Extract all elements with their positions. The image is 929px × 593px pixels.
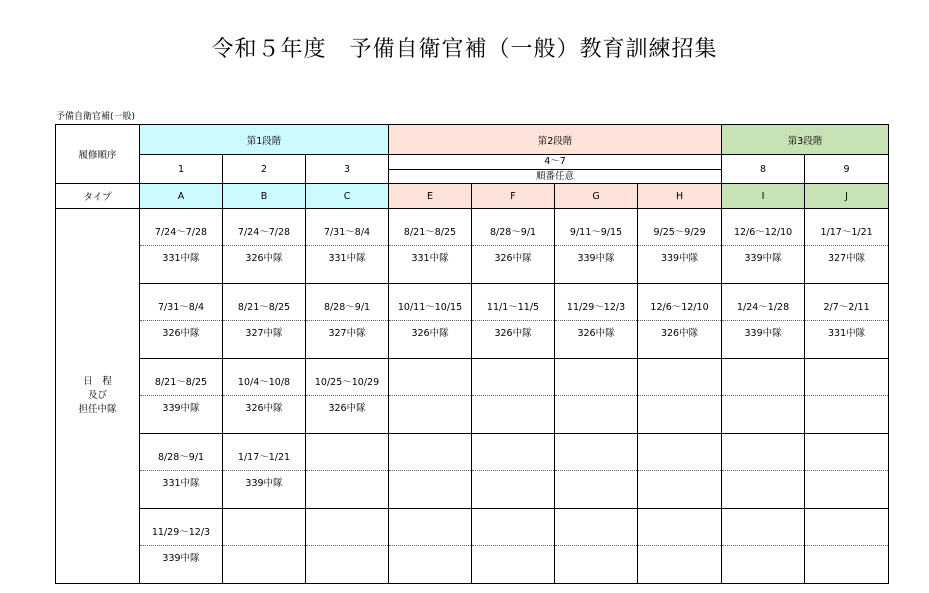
schedule-unit [306, 546, 388, 572]
schedule-unit: 339中隊 [744, 252, 782, 264]
schedule-unit [638, 396, 721, 422]
schedule-cell [722, 284, 805, 359]
schedule-unit [638, 546, 721, 572]
schedule-date: 2/7～2/11 [805, 296, 888, 321]
schedule-date: 9/25～9/29 [638, 221, 721, 246]
schedule-cell [805, 209, 889, 284]
schedule-unit: 326中隊 [494, 252, 532, 264]
schedule-cell [805, 509, 889, 584]
schedule-date [638, 371, 721, 396]
schedule-date: 7/31～8/4 [306, 221, 388, 246]
type-F: F [472, 184, 555, 209]
schedule-cell [805, 359, 889, 434]
type-B: B [223, 184, 306, 209]
schedule-cell [638, 509, 722, 584]
schedule-row [56, 434, 889, 509]
schedule-unit: 326中隊 [245, 252, 283, 264]
schedule-unit: 331中隊 [328, 252, 366, 264]
schedule-cell [140, 509, 223, 584]
schedule-unit: 326中隊 [162, 327, 200, 339]
schedule-date [389, 446, 471, 471]
schedule-cell [223, 284, 306, 359]
type-E: E [389, 184, 472, 209]
schedule-cell [472, 284, 555, 359]
schedule-unit [555, 546, 637, 572]
schedule-date: 10/25～10/29 [306, 371, 388, 396]
order-4-7-range: 4～7 [389, 155, 721, 170]
schedule-row [56, 509, 889, 584]
schedule-date [555, 521, 637, 546]
schedule-unit [722, 396, 804, 422]
schedule-unit: 326中隊 [411, 327, 449, 339]
schedule-cell [140, 359, 223, 434]
schedule-unit [722, 471, 804, 497]
type-H: H [638, 184, 722, 209]
schedule-date [389, 371, 471, 396]
schedule-cell [389, 359, 472, 434]
order-9: 9 [805, 155, 889, 184]
schedule-date [805, 521, 888, 546]
schedule-cell [223, 209, 306, 284]
type-A: A [140, 184, 223, 209]
schedule-date: 1/17～1/21 [223, 446, 305, 471]
schedule-date [389, 521, 471, 546]
schedule-date: 11/1～11/5 [472, 296, 554, 321]
stage-3-header: 第3段階 [722, 125, 889, 155]
schedule-unit: 339中隊 [245, 477, 283, 489]
schedule-unit [472, 396, 554, 422]
schedule-unit: 331中隊 [828, 327, 866, 339]
schedule-date [638, 446, 721, 471]
schedule-unit: 327中隊 [245, 327, 283, 339]
stage-2-header: 第2段階 [389, 125, 722, 155]
schedule-cell [805, 434, 889, 509]
schedule-cell [722, 434, 805, 509]
schedule-date [722, 371, 804, 396]
stage-row [56, 125, 889, 155]
schedule-unit [805, 546, 888, 572]
schedule-row-header-line: 及び [87, 390, 107, 401]
schedule-unit: 339中隊 [162, 552, 200, 564]
schedule-date: 7/31～8/4 [140, 296, 222, 321]
schedule-row-header-line: 担任中隊 [78, 404, 117, 415]
schedule-cell [555, 509, 638, 584]
type-J: J [805, 184, 889, 209]
schedule-unit: 327中隊 [328, 327, 366, 339]
schedule-cell [555, 284, 638, 359]
type-G: G [555, 184, 638, 209]
schedule-unit: 331中隊 [162, 252, 200, 264]
page-title: 令和５年度 予備自衛官補（一般）教育訓練招集 [211, 37, 718, 62]
schedule-date: 7/24～7/28 [140, 221, 222, 246]
schedule-date: 10/4～10/8 [223, 371, 305, 396]
schedule-unit: 326中隊 [577, 327, 615, 339]
schedule-table [55, 124, 889, 584]
schedule-cell [389, 284, 472, 359]
schedule-cell [638, 434, 722, 509]
schedule-unit [805, 471, 888, 497]
schedule-cell [555, 434, 638, 509]
schedule-cell [472, 509, 555, 584]
schedule-cell [389, 209, 472, 284]
schedule-unit [472, 546, 554, 572]
schedule-unit [389, 396, 471, 422]
schedule-row-header [56, 209, 140, 584]
order-row [56, 155, 889, 184]
type-header: タイプ [56, 184, 140, 209]
table-caption: 予備自衛官補(一般) [56, 112, 136, 122]
schedule-unit [389, 471, 471, 497]
schedule-date [555, 371, 637, 396]
schedule-unit: 331中隊 [411, 252, 449, 264]
schedule-unit: 339中隊 [660, 252, 699, 264]
schedule-cell [306, 434, 389, 509]
schedule-row [56, 209, 889, 284]
schedule-unit [805, 396, 888, 422]
schedule-date [722, 446, 804, 471]
schedule-cell [306, 359, 389, 434]
stage-1-header: 第1段階 [140, 125, 389, 155]
schedule-cell [555, 359, 638, 434]
schedule-date [223, 521, 305, 546]
schedule-cell [306, 509, 389, 584]
order-3: 3 [306, 155, 389, 184]
schedule-cell [223, 359, 306, 434]
schedule-cell [306, 209, 389, 284]
schedule-cell [638, 209, 722, 284]
schedule-cell [638, 284, 722, 359]
schedule-unit: 326中隊 [245, 402, 283, 414]
schedule-date [306, 446, 388, 471]
schedule-date: 9/11～9/15 [555, 221, 637, 246]
schedule-unit: 326中隊 [660, 327, 699, 339]
schedule-cell [140, 434, 223, 509]
schedule-unit: 327中隊 [828, 252, 866, 264]
schedule-cell [722, 209, 805, 284]
schedule-date [472, 371, 554, 396]
schedule-unit: 339中隊 [744, 327, 782, 339]
schedule-unit: 331中隊 [162, 477, 200, 489]
schedule-date: 12/6～12/10 [722, 221, 804, 246]
schedule-row [56, 359, 889, 434]
schedule-cell [389, 509, 472, 584]
schedule-unit [638, 471, 721, 497]
schedule-date: 8/28～9/1 [306, 296, 388, 321]
schedule-date [805, 446, 888, 471]
schedule-unit [722, 546, 804, 572]
schedule-date: 8/28～9/1 [472, 221, 554, 246]
order-1: 1 [140, 155, 223, 184]
type-I: I [722, 184, 805, 209]
schedule-date: 11/29～12/3 [140, 521, 222, 546]
schedule-unit [555, 471, 637, 497]
schedule-unit: 339中隊 [577, 252, 615, 264]
order-2: 2 [223, 155, 306, 184]
schedule-cell [389, 434, 472, 509]
schedule-unit: 326中隊 [494, 327, 532, 339]
schedule-cell [472, 359, 555, 434]
type-C: C [306, 184, 389, 209]
order-8: 8 [722, 155, 805, 184]
schedule-row-header-line: 日 程 [83, 376, 112, 387]
schedule-unit [472, 471, 554, 497]
schedule-date [472, 446, 554, 471]
schedule-cell [805, 284, 889, 359]
schedule-date [555, 446, 637, 471]
schedule-unit: 326中隊 [328, 402, 366, 414]
schedule-cell [555, 209, 638, 284]
schedule-row [56, 284, 889, 359]
schedule-date [805, 371, 888, 396]
schedule-cell [722, 509, 805, 584]
order-4-7 [389, 155, 722, 184]
schedule-date: 11/29～12/3 [555, 296, 637, 321]
schedule-date: 7/24～7/28 [223, 221, 305, 246]
type-row [56, 184, 889, 209]
schedule-date: 10/11～10/15 [389, 296, 471, 321]
schedule-unit [306, 471, 388, 497]
schedule-unit [389, 546, 471, 572]
order-4-7-note: 順番任意 [536, 171, 575, 182]
schedule-cell [638, 359, 722, 434]
schedule-unit [555, 396, 637, 422]
order-header: 履修順序 [56, 125, 140, 184]
schedule-date: 1/24～1/28 [722, 296, 804, 321]
schedule-unit [223, 546, 305, 572]
schedule-date: 8/28～9/1 [140, 446, 222, 471]
schedule-unit: 339中隊 [162, 402, 200, 414]
schedule-cell [223, 509, 306, 584]
schedule-cell [140, 209, 223, 284]
schedule-cell [722, 359, 805, 434]
schedule-date [722, 521, 804, 546]
schedule-date: 8/21～8/25 [140, 371, 222, 396]
schedule-date [306, 521, 388, 546]
schedule-date: 8/21～8/25 [223, 296, 305, 321]
schedule-cell [140, 284, 223, 359]
schedule-cell [472, 434, 555, 509]
schedule-cell [306, 284, 389, 359]
schedule-date: 1/17～1/21 [805, 221, 888, 246]
schedule-cell [223, 434, 306, 509]
schedule-date: 8/21～8/25 [389, 221, 471, 246]
schedule-cell [472, 209, 555, 284]
schedule-date [472, 521, 554, 546]
schedule-date [638, 521, 721, 546]
schedule-date: 12/6～12/10 [638, 296, 721, 321]
